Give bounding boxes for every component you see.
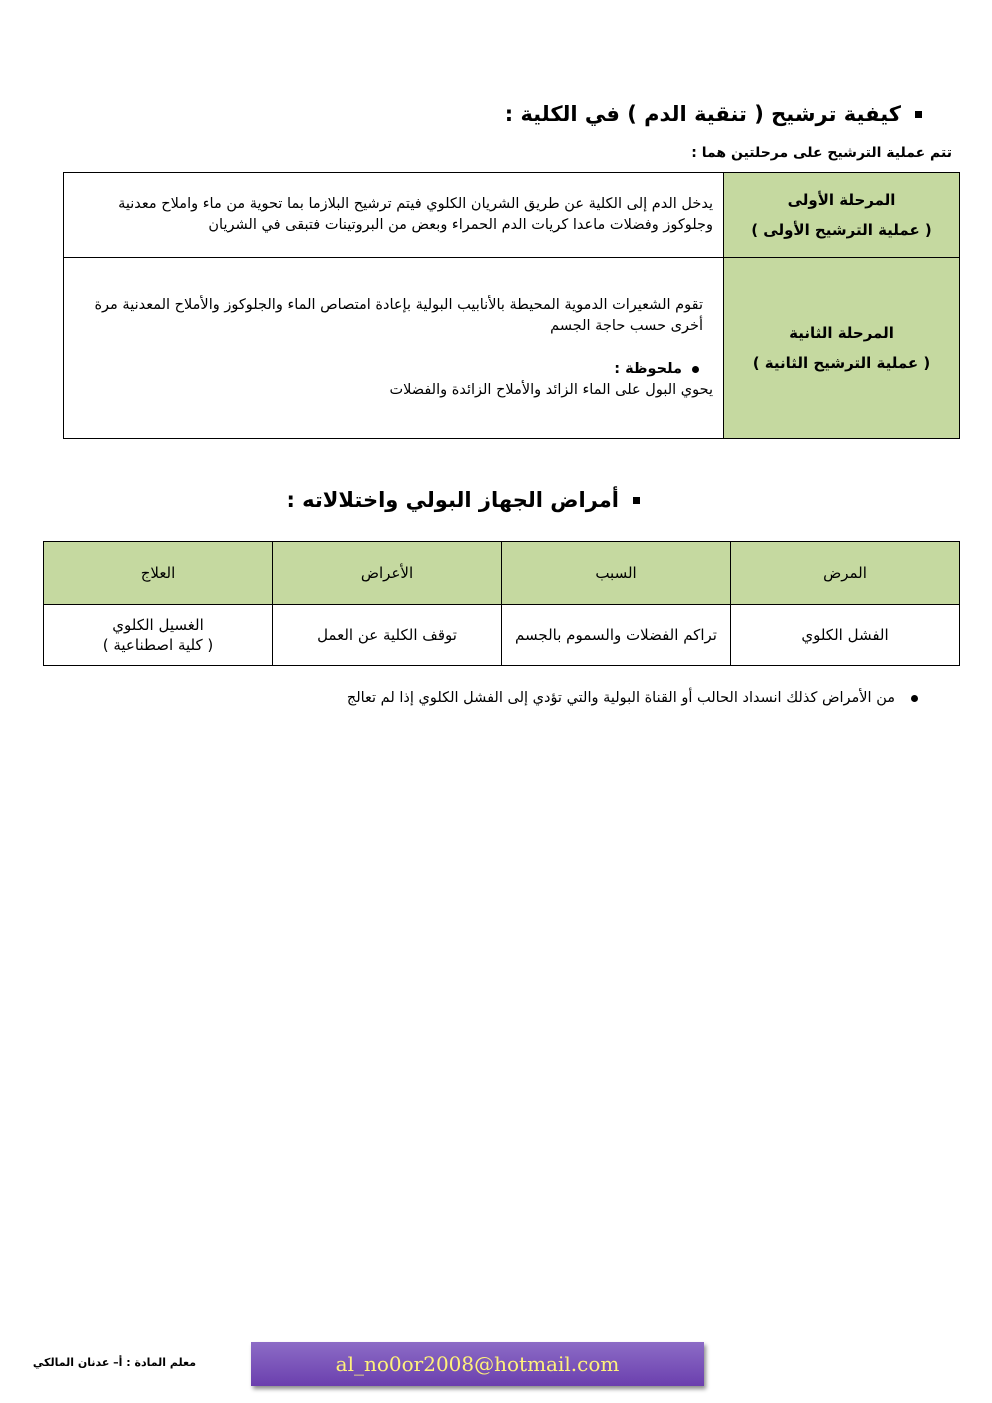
stage-title: المرحلة الأولى xyxy=(787,191,896,209)
teacher-credit: معلم المادة : أ– عدنان المالكي xyxy=(32,1356,196,1369)
diseases-table xyxy=(43,541,960,666)
heading-kidney-filtration xyxy=(505,102,922,126)
heading-text: أمراض الجهاز البولي واختلالاته : xyxy=(286,488,619,512)
bullet-dot-icon xyxy=(692,366,699,373)
bullet-dot-icon xyxy=(911,695,918,702)
stage-row xyxy=(64,173,960,258)
filtration-stages-table xyxy=(63,172,960,439)
stage-description-cell xyxy=(64,258,724,439)
cell-treatment xyxy=(44,605,273,666)
stage-title-cell xyxy=(724,258,960,439)
email-address: al_no0or2008@hotmail.com xyxy=(335,1352,620,1376)
heading-urinary-diseases xyxy=(286,488,640,512)
treatment-line1: الغسيل الكلوي xyxy=(112,616,204,634)
email-banner xyxy=(251,1342,704,1386)
square-bullet-icon xyxy=(915,111,922,118)
heading-text: كيفية ترشيح ( تنقية الدم ) في الكلية : xyxy=(504,102,901,126)
treatment-line2: ( كلية اصطناعية ) xyxy=(102,636,214,654)
stage-row xyxy=(64,258,960,439)
table-header-row xyxy=(44,542,960,605)
header-cause: السبب xyxy=(502,542,731,605)
stage-description: يدخل الدم إلى الكلية عن طريق الشريان الكلوي فيتم ترشيح البلازما بما تحوية من ماء واملاح معدنية وجلوكوز وفضلات ماعدا كريات الدم الحمراء وبعض من البروتينات فتبقى في الشريان xyxy=(64,173,724,258)
cell-symptoms: توقف الكلية عن العمل xyxy=(273,605,502,666)
stage-subtitle: ( عملية الترشيح الأولى ) xyxy=(751,221,932,239)
intro-text: تتم عملية الترشيح على مرحلتين هما : xyxy=(691,145,952,161)
stage-title: المرحلة الثانية xyxy=(789,324,894,342)
header-symptoms: الأعراض xyxy=(273,542,502,605)
note xyxy=(74,359,713,380)
header-treatment: العلاج xyxy=(44,542,273,605)
footnote xyxy=(347,690,918,706)
stage-subtitle: ( عملية الترشيح الثانية ) xyxy=(752,354,931,372)
table-row xyxy=(44,605,960,666)
header-disease: المرض xyxy=(731,542,960,605)
footnote-text: من الأمراض كذلك انسداد الحالب أو القناة البولية والتي تؤدي إلى الفشل الكلوي إذا لم تعالج xyxy=(346,690,895,706)
stage-title-cell xyxy=(724,173,960,258)
stage-description: تقوم الشعيرات الدموية المحيطة بالأنابيب البولية بإعادة امتصاص الماء والجلوكوز والأملاح المعدنية مرة أخرى حسب حاجة الجسم xyxy=(94,297,703,334)
cell-cause: تراكم الفضلات والسموم بالجسم xyxy=(502,605,731,666)
square-bullet-icon xyxy=(633,497,640,504)
cell-disease: الفشل الكلوي xyxy=(731,605,960,666)
note-label: ملحوظة : xyxy=(614,361,682,377)
note-text: يحوي البول على الماء الزائد والأملاح الزائدة والفضلات xyxy=(389,382,713,398)
